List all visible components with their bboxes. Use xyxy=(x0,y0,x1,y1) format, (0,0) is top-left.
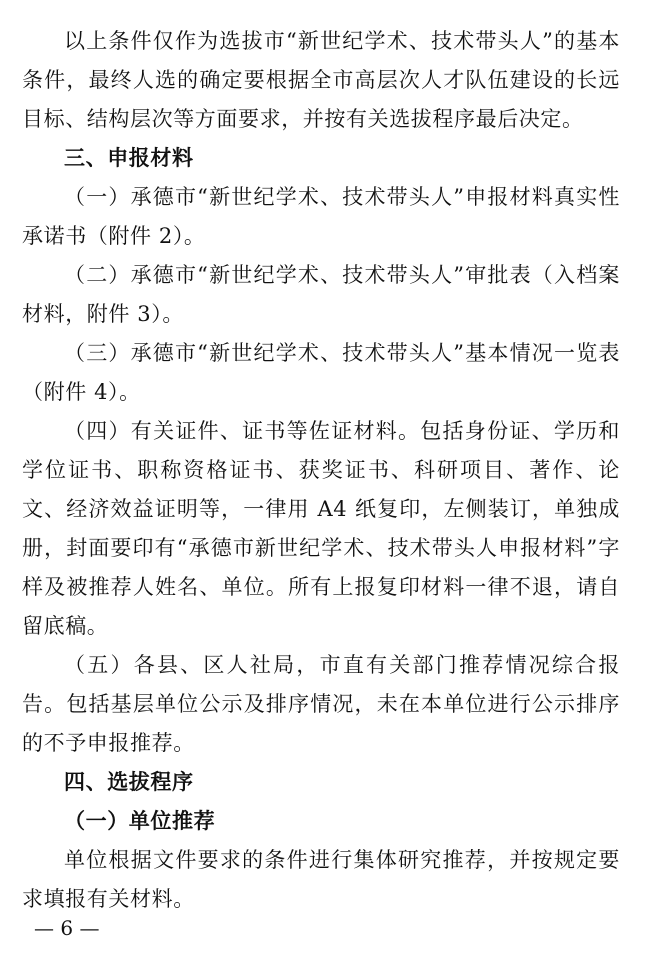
paragraph-conditions-note: 以上条件仅作为选拔市“新世纪学术、技术带头人”的基本条件，最终人选的确定要根据全市高层次人才队伍建设的长远目标、结构层次等方面要求，并按有关选拔程序最后决定。 xyxy=(22,29,620,131)
section-heading-materials: 三、申报材料 xyxy=(64,146,194,170)
document-body xyxy=(22,22,620,919)
page-number: — 6 — xyxy=(34,916,100,940)
paragraph-material-3: （三）承德市“新世纪学术、技术带头人”基本情况一览表（附件 4）。 xyxy=(22,341,620,404)
paragraph-unit-recommendation: 单位根据文件要求的条件进行集体研究推荐，并按规定要求填报有关材料。 xyxy=(22,848,620,911)
paragraph-material-4: （四）有关证件、证书等佐证材料。包括身份证、学历和学位证书、职称资格证书、获奖证书、科研项目、著作、论文、经济效益证明等，一律用 A4 纸复印，左侧装订，单独成册，封面要印有“承德市新世纪学术、技术带头人申报材料”字样及被推荐人姓名、单位。所有上报复印材料一律不退，请自留底稿。 xyxy=(22,419,620,638)
subsection-heading-unit-recommendation: （一）单位推荐 xyxy=(64,809,216,833)
section-heading-procedure: 四、选拔程序 xyxy=(64,770,194,794)
paragraph-material-5: （五）各县、区人社局，市直有关部门推荐情况综合报告。包括基层单位公示及排序情况，未在本单位进行公示排序的不予申报推荐。 xyxy=(22,653,620,755)
paragraph-material-2: （二）承德市“新世纪学术、技术带头人”审批表（入档案材料，附件 3）。 xyxy=(22,263,620,326)
paragraph-material-1: （一）承德市“新世纪学术、技术带头人”申报材料真实性承诺书（附件 2）。 xyxy=(22,185,620,248)
